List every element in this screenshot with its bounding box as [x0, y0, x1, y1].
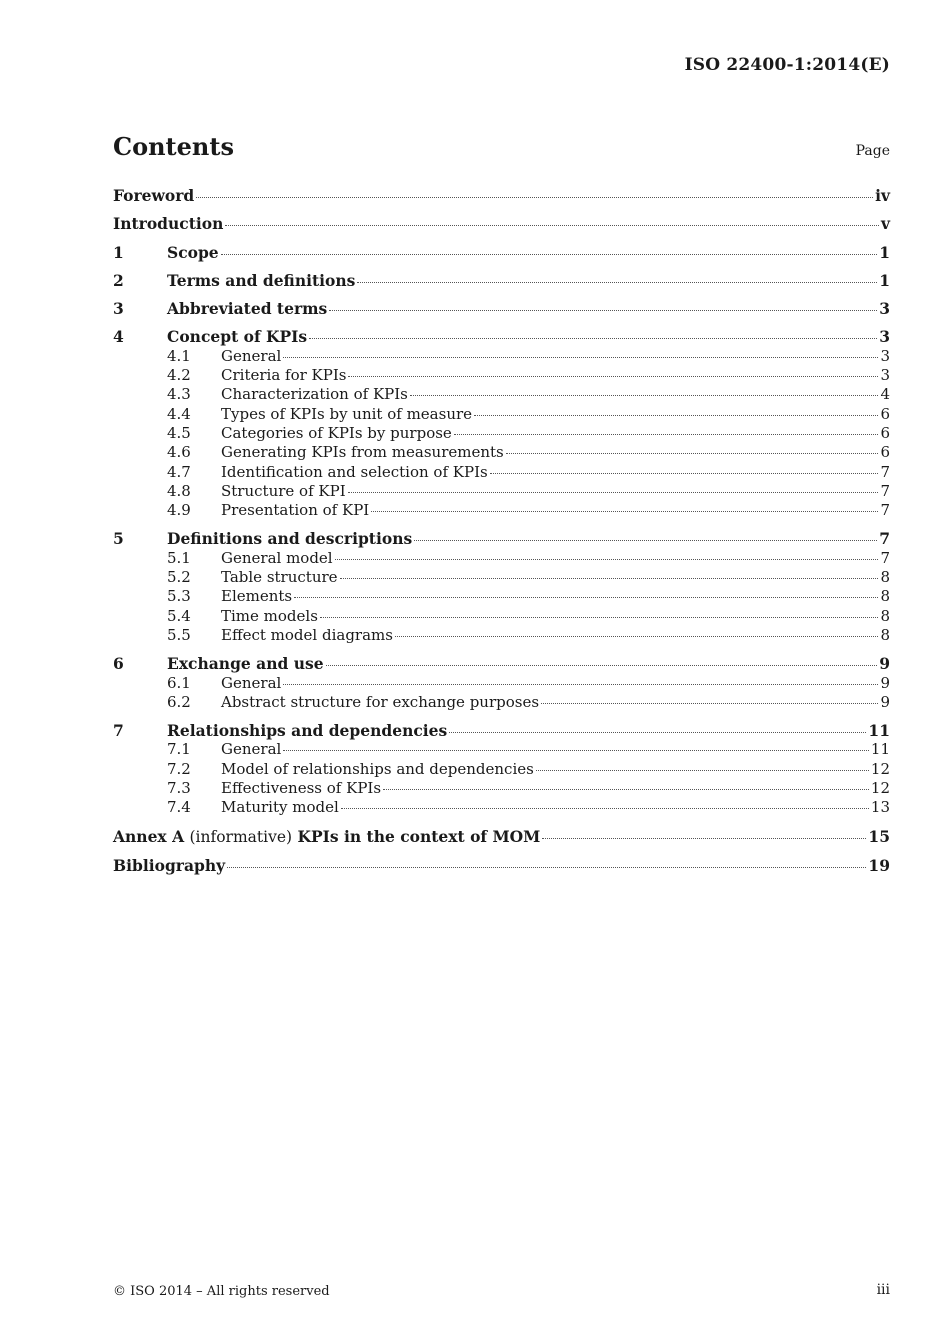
- toc-entry-page: 12: [870, 779, 890, 798]
- toc-entry-title: General: [221, 673, 282, 692]
- dot-leader: [506, 453, 879, 454]
- toc-entry-number: 2: [113, 270, 124, 290]
- toc-entry-number: 7.3: [167, 779, 191, 798]
- toc-entry-title: General: [221, 346, 282, 365]
- dot-leader: [414, 540, 877, 541]
- toc-entry-title: Time models: [221, 606, 318, 625]
- toc-entry-page: 12: [870, 759, 890, 778]
- toc-entry[interactable]: [113, 740, 890, 759]
- dot-leader: [348, 376, 878, 377]
- toc-entry-page: 1: [879, 270, 890, 290]
- toc-entry-title: Exchange and use: [167, 654, 324, 674]
- toc-entry[interactable]: [113, 243, 890, 262]
- toc-entry-title: Definitions and descriptions: [167, 529, 413, 549]
- toc-entry-title: Effectiveness of KPIs: [221, 779, 382, 798]
- toc-entry-page: 6: [880, 404, 890, 423]
- toc-entry-page: 6: [880, 443, 890, 462]
- dot-leader: [341, 808, 869, 809]
- toc-entry-title: Types of KPIs by unit of measure: [221, 404, 473, 423]
- dot-leader: [348, 492, 879, 493]
- toc-entry[interactable]: [113, 529, 890, 548]
- dot-leader: [283, 357, 878, 358]
- toc-entry-page: 11: [868, 721, 890, 741]
- toc-entry-number: 5.5: [167, 625, 191, 644]
- toc-entry-bibliography[interactable]: [113, 856, 890, 875]
- dot-leader: [541, 703, 878, 704]
- toc-entry-number: 5.1: [167, 548, 191, 567]
- dot-leader: [326, 665, 878, 666]
- toc-entry[interactable]: [113, 721, 890, 740]
- dot-leader: [283, 684, 878, 685]
- toc-entry-title: Table structure: [221, 568, 338, 587]
- toc-entry-title: Abbreviated terms: [167, 299, 328, 319]
- toc-entry-number: 5.2: [167, 568, 191, 587]
- annex-title: KPIs in the context of MOM: [297, 826, 541, 846]
- toc-entry-title: General: [221, 740, 282, 759]
- dot-leader: [536, 770, 869, 771]
- toc-entry-number: 4: [113, 327, 124, 347]
- dot-leader: [410, 395, 879, 396]
- dot-leader: [294, 597, 878, 598]
- dot-leader: [449, 732, 866, 733]
- toc-entry[interactable]: [113, 299, 890, 318]
- toc-entry-page: 4: [880, 385, 890, 404]
- toc-entry[interactable]: [113, 607, 890, 626]
- toc-entry[interactable]: [113, 626, 890, 645]
- toc-entry-page: 7: [880, 481, 890, 500]
- toc-entry-page: 8: [880, 568, 890, 587]
- toc-entry-number: 4.1: [167, 346, 191, 365]
- toc-entry-title: Presentation of KPI: [221, 501, 370, 520]
- toc-entry[interactable]: [113, 327, 890, 346]
- toc-entry-title: Foreword: [113, 186, 195, 205]
- toc-entry-page: 3: [879, 299, 890, 319]
- toc-entry-page: 3: [879, 327, 890, 347]
- dot-leader: [329, 310, 877, 311]
- toc-entry-number: 5: [113, 529, 124, 549]
- dot-leader: [395, 636, 878, 637]
- toc-entry-number: 5.3: [167, 587, 191, 606]
- toc-entry[interactable]: [113, 443, 890, 462]
- toc-entry[interactable]: [113, 366, 890, 385]
- dot-leader: [357, 282, 877, 283]
- toc-entry-annex[interactable]: [113, 827, 890, 847]
- page-column-label: Page: [855, 143, 890, 159]
- copyright-notice: © ISO 2014 – All rights reserved: [113, 1284, 330, 1299]
- toc-entry-title: Terms and definitions: [167, 270, 356, 290]
- toc-entry-title: Model of relationships and dependencies: [221, 759, 534, 778]
- toc-entry[interactable]: [113, 760, 890, 779]
- toc-entry-number: 4.5: [167, 423, 191, 442]
- toc-entry[interactable]: [113, 549, 890, 568]
- toc-entry-title: Bibliography: [113, 855, 226, 875]
- table-of-contents: [113, 186, 890, 875]
- toc-entry-number: 7: [113, 721, 124, 741]
- toc-entry-number: 1: [113, 242, 124, 262]
- toc-entry[interactable]: [113, 482, 890, 501]
- toc-entry-number: 4.7: [167, 462, 191, 481]
- toc-entry-title: Abstract structure for exchange purposes: [221, 692, 540, 711]
- toc-entry[interactable]: [113, 214, 890, 233]
- toc-entry[interactable]: [113, 271, 890, 290]
- toc-entry-page: 1: [879, 242, 890, 262]
- toc-entry-page: 9: [880, 692, 890, 711]
- toc-entry-title: Characterization of KPIs: [221, 385, 408, 404]
- toc-entry-number: 7.4: [167, 798, 191, 817]
- dot-leader: [335, 559, 879, 560]
- dot-leader: [320, 617, 879, 618]
- toc-entry-number: 3: [113, 299, 124, 319]
- toc-entry-page: 8: [880, 587, 890, 606]
- toc-entry[interactable]: [113, 674, 890, 693]
- toc-entry-page: 7: [880, 501, 890, 520]
- toc-entry[interactable]: [113, 587, 890, 606]
- toc-entry-title: Concept of KPIs: [167, 327, 308, 347]
- toc-entry-number: 7.2: [167, 759, 191, 778]
- dot-leader: [340, 578, 879, 579]
- toc-entry-page: 8: [880, 625, 890, 644]
- toc-entry[interactable]: [113, 568, 890, 587]
- toc-entry[interactable]: [113, 463, 890, 482]
- toc-entry-title: Criteria for KPIs: [221, 366, 347, 385]
- document-id: ISO 22400-1:2014(E): [684, 55, 890, 75]
- toc-entry[interactable]: [113, 779, 890, 798]
- toc-entry-page: 3: [880, 366, 890, 385]
- toc-entry[interactable]: [113, 654, 890, 673]
- dot-leader: [542, 838, 866, 839]
- dot-leader: [309, 338, 877, 339]
- toc-entry-title: [113, 827, 540, 847]
- toc-entry-title: Structure of KPI: [221, 481, 346, 500]
- contents-heading: Contents: [113, 132, 234, 161]
- dot-leader: [221, 254, 878, 255]
- toc-entry[interactable]: [113, 405, 890, 424]
- toc-entry-page: 3: [880, 346, 890, 365]
- toc-entry-number: 7.1: [167, 740, 191, 759]
- toc-entry-title: Generating KPIs from measurements: [221, 443, 504, 462]
- toc-entry[interactable]: [113, 186, 890, 205]
- toc-entry-page: 7: [880, 462, 890, 481]
- toc-entry-page: 7: [880, 548, 890, 567]
- toc-entry-page: 9: [880, 673, 890, 692]
- toc-entry-number: 4.6: [167, 443, 191, 462]
- toc-entry[interactable]: [113, 501, 890, 520]
- dot-leader: [454, 434, 879, 435]
- toc-entry-number: 4.2: [167, 366, 191, 385]
- dot-leader: [227, 867, 866, 868]
- dot-leader: [490, 473, 879, 474]
- toc-entry-number: 4.3: [167, 385, 191, 404]
- toc-entry-number: 4.9: [167, 501, 191, 520]
- toc-entry[interactable]: [113, 798, 890, 817]
- annex-label: Annex A: [113, 826, 185, 846]
- page-number: iii: [876, 1282, 890, 1298]
- toc-entry-number: 6.2: [167, 692, 191, 711]
- toc-entry-title: Introduction: [113, 214, 224, 234]
- toc-entry-page: 9: [879, 654, 890, 674]
- toc-entry-number: 6: [113, 654, 124, 674]
- toc-entry-number: 4.4: [167, 404, 191, 423]
- annex-qualifier: (informative): [189, 827, 293, 846]
- dot-leader: [283, 750, 869, 751]
- toc-entry-title: Scope: [167, 242, 219, 262]
- toc-entry-title: General model: [221, 548, 333, 567]
- toc-entry-page: v: [880, 214, 890, 234]
- toc-entry-page: 8: [880, 606, 890, 625]
- toc-entry-page: 7: [879, 529, 890, 549]
- toc-entry-number: 4.8: [167, 481, 191, 500]
- toc-entry-number: 5.4: [167, 606, 191, 625]
- toc-entry-title: Relationships and dependencies: [167, 721, 448, 741]
- toc-entry-title: Maturity model: [221, 798, 339, 817]
- toc-entry[interactable]: [113, 347, 890, 366]
- toc-entry-number: 6.1: [167, 673, 191, 692]
- dot-leader: [371, 511, 878, 512]
- toc-entry[interactable]: [113, 385, 890, 404]
- toc-entry-title: Identification and selection of KPIs: [221, 462, 488, 481]
- toc-entry-page: iv: [875, 186, 890, 205]
- toc-entry[interactable]: [113, 424, 890, 443]
- dot-leader: [196, 197, 873, 198]
- toc-entry-page: 19: [868, 855, 890, 875]
- toc-entry-page: 6: [880, 423, 890, 442]
- dot-leader: [474, 415, 878, 416]
- toc-entry[interactable]: [113, 693, 890, 712]
- toc-entry-page: 13: [870, 798, 890, 817]
- dot-leader: [383, 789, 869, 790]
- toc-entry-page: 15: [868, 826, 890, 846]
- toc-entry-title: Elements: [221, 587, 293, 606]
- dot-leader: [225, 225, 879, 226]
- toc-entry-page: 11: [870, 740, 890, 759]
- toc-entry-title: Categories of KPIs by purpose: [221, 423, 452, 442]
- toc-entry-title: Effect model diagrams: [221, 625, 393, 644]
